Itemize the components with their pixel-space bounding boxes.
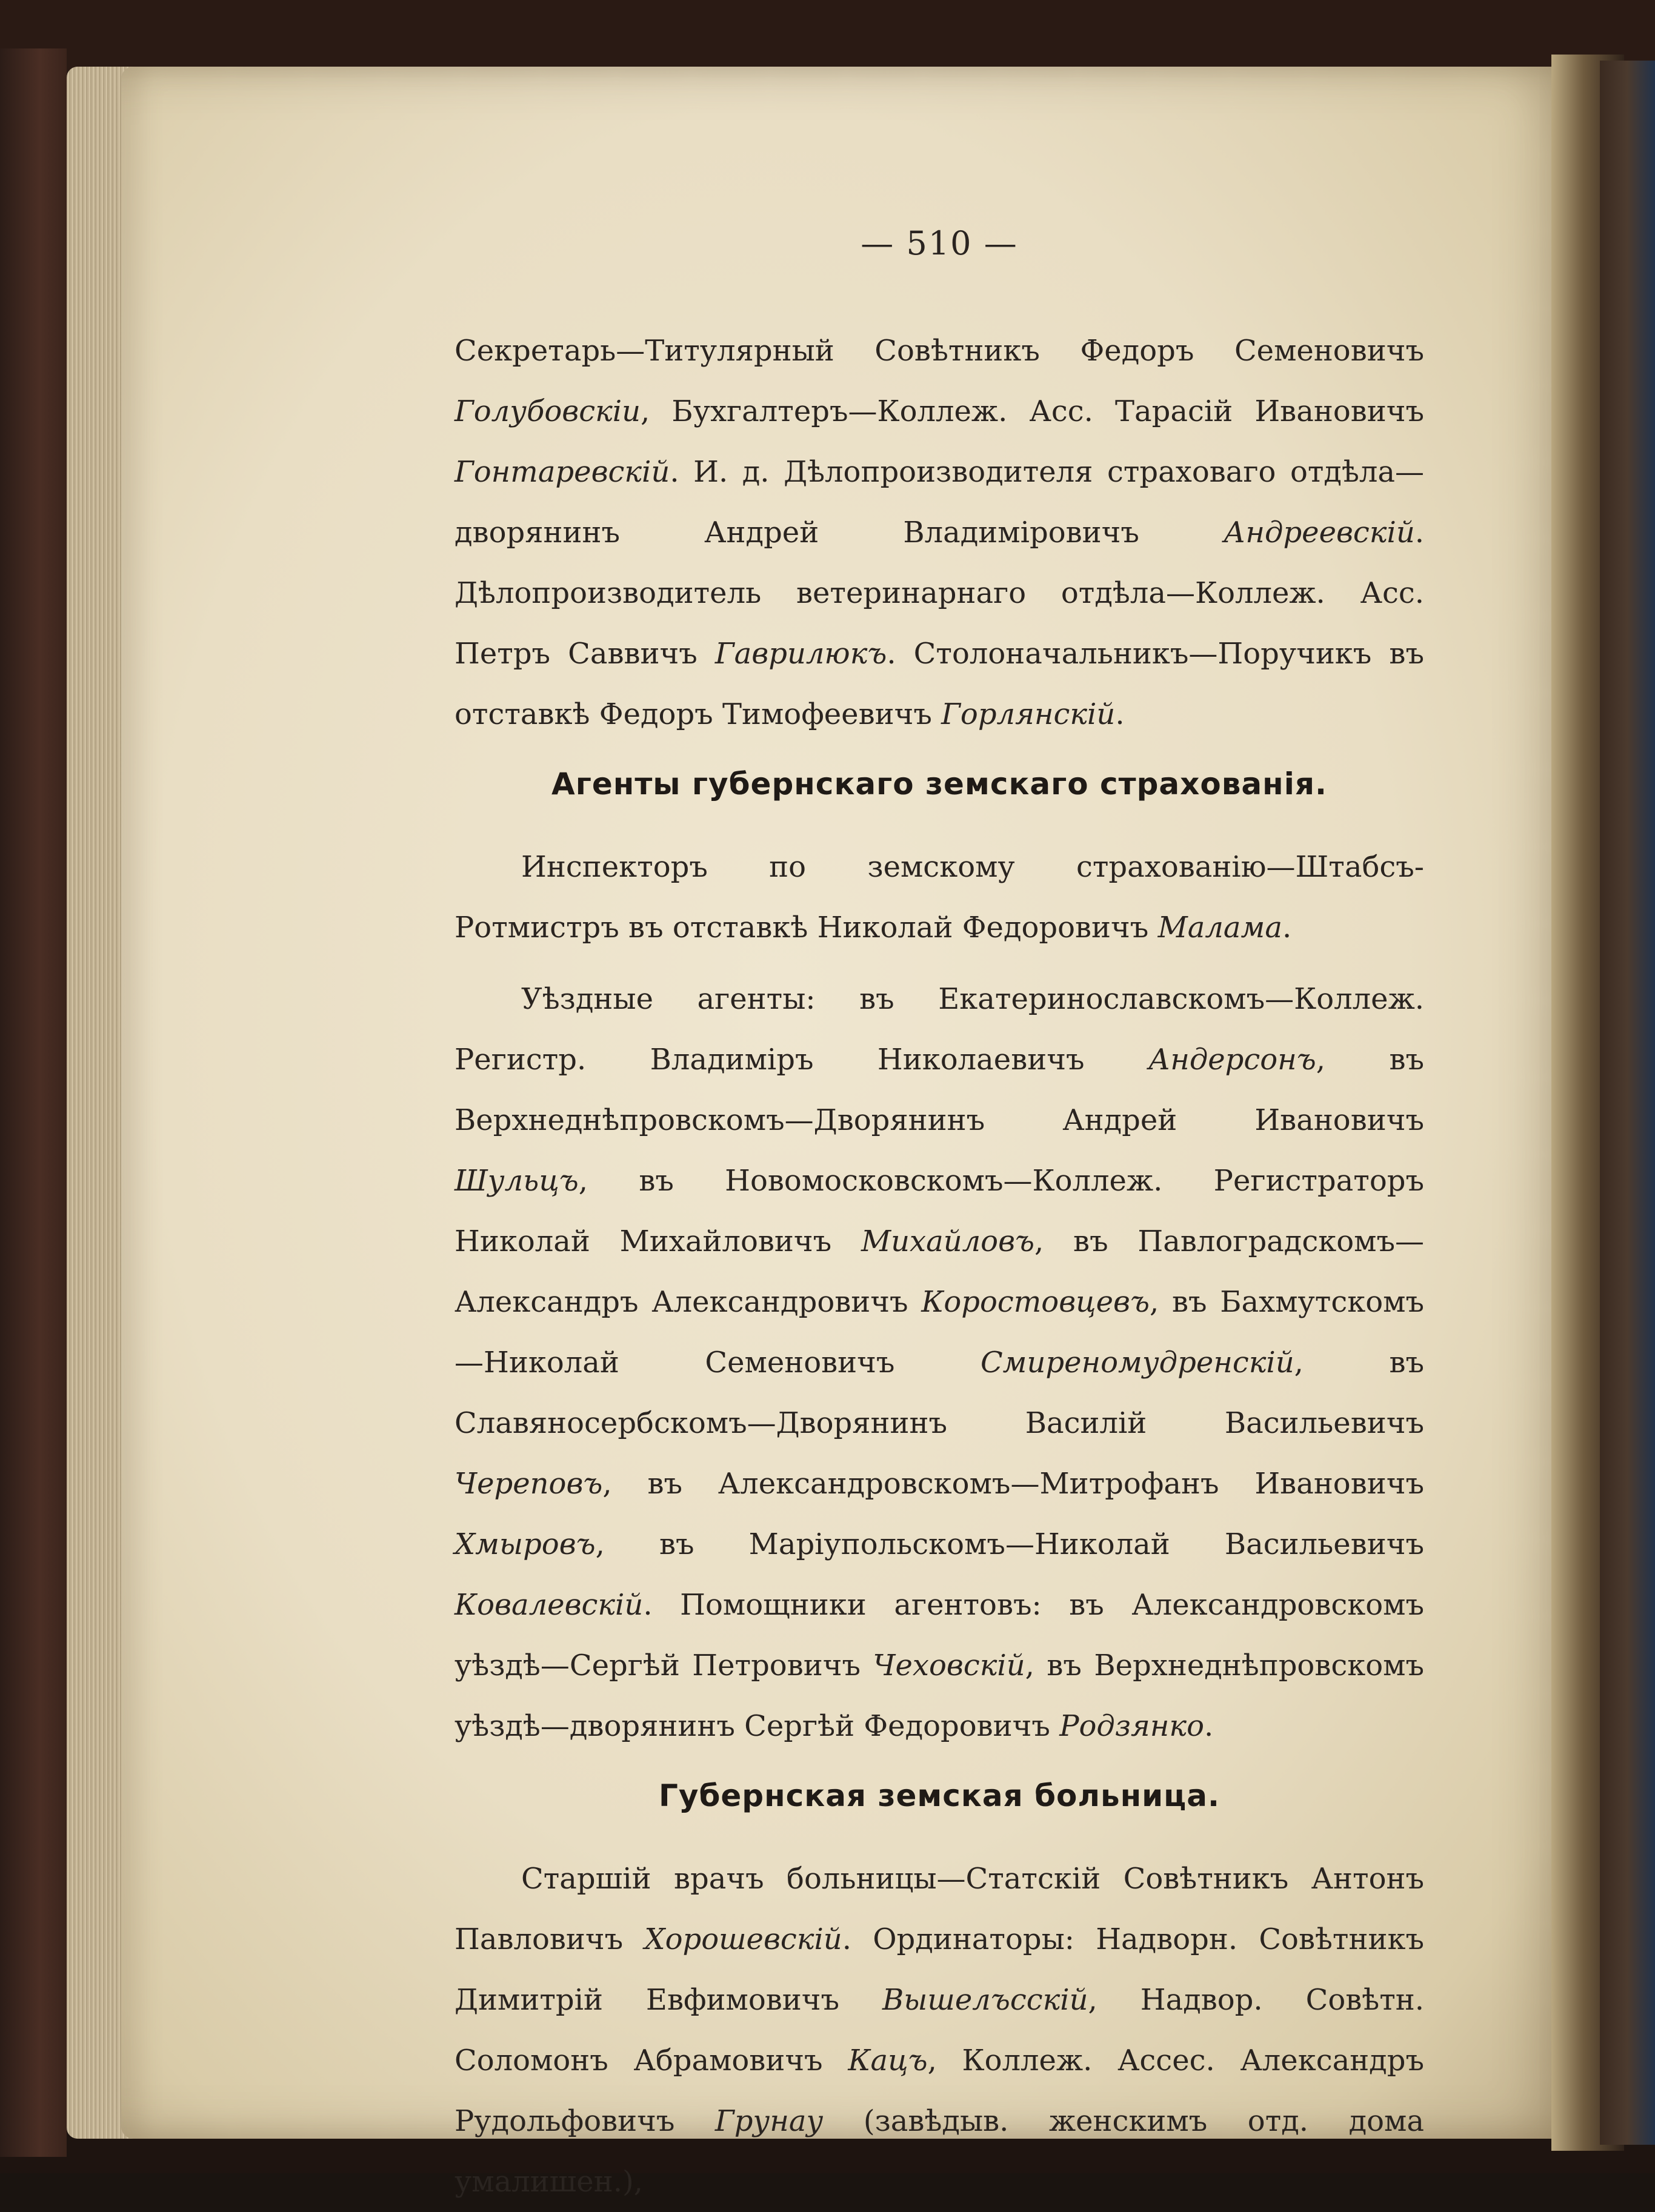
paragraph-secretariat: [455, 321, 1424, 745]
text-run: , въ Марiупольскомъ—Николай Васильевичъ: [595, 1527, 1424, 1561]
text-run: , въ Бахмутскомъ—Николай Семеновичъ: [455, 1285, 1424, 1380]
spacer: [455, 958, 1424, 969]
text-run: , Бухгалтеръ—Коллеж. Асс. Тарасій Ивановичъ: [641, 394, 1424, 428]
surname: Ковалевскій: [455, 1588, 644, 1622]
surname: Смиреномудренскій: [980, 1346, 1294, 1380]
surname: Чеховскій: [873, 1649, 1025, 1682]
surname: Голубовскiи: [455, 394, 641, 428]
text-run: .: [1282, 911, 1292, 945]
surname: Малама: [1157, 911, 1282, 945]
text-run: , Надвор. Совѣтн. Соломонъ Абрамовичъ: [455, 1983, 1424, 2077]
paragraph-hospital-staff: [455, 1848, 1424, 2212]
text-run: . И. д. Дѣлопроизводителя страховаго отдѣла—дворянинъ Андрей Владимiровичъ: [455, 455, 1424, 550]
surname: Родзянко: [1059, 1709, 1204, 1743]
surname: Андерсонъ: [1148, 1043, 1316, 1077]
surname: Череповъ: [455, 1467, 603, 1501]
next-page-edge: [1600, 61, 1655, 2145]
paragraph-district-agents: [455, 969, 1424, 1756]
surname: Андреевскій: [1224, 516, 1415, 550]
text-run: Уѣздные агенты: въ Екатеринославскомъ—Коллеж. Регистр. Владимiръ Николаевичъ: [455, 982, 1424, 1077]
text-run: Инспекторъ по земскому страхованію—Штабсъ-Ротмистръ въ отставкѣ Николай Федоровичъ: [455, 850, 1424, 945]
text-run: (завѣдыв. женскимъ отд. дома умалишен.),: [455, 2104, 1424, 2199]
text-run: Старшій врачъ больницы—Статскій Совѣтникъ Антонъ Павловичъ: [455, 1862, 1424, 1956]
text-run: . Дѣлопроизводитель ветеринарнаго отдѣла—Коллеж. Асс. Петръ Саввичъ: [455, 516, 1424, 671]
surname: Грунау: [714, 2104, 824, 2138]
surname: Коростовцевъ: [921, 1285, 1150, 1319]
text-run: , въ Александровскомъ—Митрофанъ Ивановичъ: [602, 1467, 1424, 1501]
surname: Гаврилюкъ: [714, 637, 887, 671]
book-cover-left: [0, 48, 67, 2157]
section-heading-insurance-agents: Агенты губернскаго земскаго страхованія.: [551, 766, 1327, 802]
surname: Кацъ: [848, 2044, 928, 2077]
surname: Михайловъ: [861, 1224, 1034, 1258]
page-text: [455, 224, 1424, 2212]
text-run: .: [1204, 1709, 1214, 1743]
surname: Шульцъ: [455, 1164, 579, 1198]
text-run: , Коллеж. Ассес. Александръ Рудольфовичъ: [455, 2044, 1425, 2138]
text-run: , въ Новомосковскомъ—Коллеж. Регистраторъ Николай Михайловичъ: [455, 1164, 1424, 1258]
page-number: — 510 —: [861, 224, 1018, 262]
text-run: . Помощники агентовъ: въ Александровскомъ уѣздѣ—Сергѣй Петровичъ: [455, 1588, 1424, 1682]
surname: Хорошевскій: [644, 1922, 842, 1956]
text-run: , въ Славяносербскомъ—Дворянинъ Василій Васильевичъ: [455, 1346, 1425, 1440]
paragraph-inspector: [455, 837, 1424, 958]
section-heading-hospital: Губернская земская больница.: [659, 1778, 1220, 1813]
text-run: , въ Павлоградскомъ—Александръ Александровичъ: [455, 1224, 1424, 1319]
surname: Гонтаревскій: [455, 455, 670, 489]
surname: Хмыровъ: [455, 1527, 596, 1561]
text-run: . Ординаторы: Надворн. Совѣтникъ Димитрій Евфимовичъ: [455, 1922, 1424, 2017]
text-run: Секретарь—Титулярный Совѣтникъ Федоръ Семеновичъ: [455, 334, 1424, 368]
text-run: .: [1115, 697, 1125, 731]
text-run: , въ Верхнеднѣпровскомъ уѣздѣ—дворянинъ Сергѣй Федоровичъ: [455, 1649, 1425, 1743]
surname: Горлянскій: [941, 697, 1116, 731]
text-run: , въ Верхнеднѣпровскомъ—Дворянинъ Андрей Ивановичъ: [455, 1043, 1425, 1137]
surname: Вышелъсскій: [882, 1983, 1088, 2017]
text-run: . Столоначальникъ—Поручикъ въ отставкѣ Федоръ Тимофеевичъ: [455, 637, 1424, 731]
